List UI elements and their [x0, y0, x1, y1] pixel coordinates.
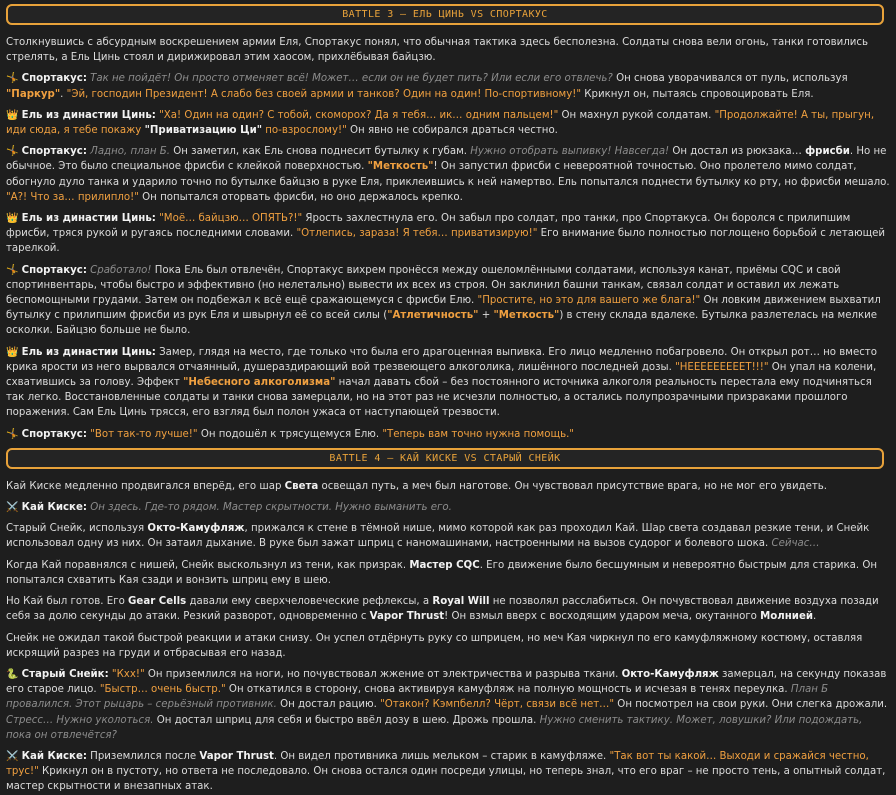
bold-term: Спортакус: — [21, 73, 87, 85]
narration-text: давали ему сверхчеловеческие рефлексы, а — [186, 596, 433, 608]
inner-thought: Так не пойдёт! Он просто отменяет всё! Может… если он не будет пить? Или если его отвлечь? — [90, 73, 613, 85]
bold-term: Спортакус: — [21, 428, 87, 440]
paragraph — [6, 500, 890, 515]
skill-name: "Меткость" — [367, 161, 434, 173]
narration-text: . — [60, 88, 67, 100]
narration-text: Снейк не ожидал такой быстрой реакции и атаки снизу. Он успел отдёрнуть руку со шприцем, но меч Кая чиркнул по его камуфляжному костюму, оставляя искрящий разрез на груди и отбрасывая его назад. — [6, 632, 863, 659]
spoken-line: "Теперь вам точно нужна помощь." — [382, 428, 574, 440]
narration-text: не позволял расслабиться. Он почувствовал движение воздуха позади себя за долю секунды до атаки. Резкий разворот, одновременно с — [6, 596, 879, 623]
paragraph — [6, 263, 890, 339]
spoken-line: "Простите, но это для вашего же блага!" — [477, 295, 701, 307]
narration-text: начал давать сбой – без постоянного источника алкоголя реальность перестала ему подчиняться так легко. Восстановленные солдаты и танки снова замерцали, но на этот раз не исчезли полностью, а остались полупрозрачными призраками прошлого поражения. Сам Ель Цинь трясся, его взгляд был полон ужаса от наступающей трезвости. — [6, 377, 872, 419]
narration-text: . Он видел противника лишь мельком – старик в камуфляже. — [273, 750, 610, 762]
spoken-line: "Отакон? Кэмпбелл? Чёрт, связи всё нет…" — [380, 699, 615, 711]
narration-text: , прижался к стене в тёмной нише, мимо которой как раз проходил Кай. Шар света создавал резкие тени, и Снейк использовал одну из них. Он затаил дыхание. В руке был зажат шприц с наномашинами, настроенными на вызов судорог и болевого шока. — [6, 523, 870, 550]
narration-text: Он заметил, как Ель снова поднесит бутылку к губам. — [170, 146, 471, 158]
paragraph — [6, 521, 890, 551]
bold-term: Royal Will — [432, 596, 490, 608]
paragraph — [6, 479, 890, 494]
bold-term: Vapor Thrust — [199, 750, 274, 762]
narration-text: Он посмотрел на свои руки. Они слегка дрожали. — [614, 699, 888, 711]
inner-thought: Нужно сменить тактику. Может, ловушки? Или подождать, пока он отвлечётся? — [6, 714, 863, 741]
bold-term: Кай Киске: — [21, 502, 87, 514]
bold-term: Ель из династии Цинь: — [21, 109, 156, 121]
skill-name: "Паркур" — [6, 88, 61, 100]
inner-thought: Нужно отобрать выпивку! Навсегда! — [470, 146, 670, 158]
paragraph — [6, 144, 890, 205]
narration-text: Старый Снейк, используя — [6, 523, 148, 535]
narration-text: Он махнул рукой солдатам. — [558, 109, 715, 121]
bold-term: Мастер CQC — [409, 559, 480, 571]
narration-text: Он приземлился на ноги, но почувствовал жжение от электричества и разрыва ткани. — [144, 668, 622, 680]
speaker-icon: 🤸 — [6, 146, 22, 158]
spoken-line: "Ха! Один на один? С тобой, скоморох? Да я тебя… ик… одним пальцем!" — [159, 109, 559, 121]
narration-text: Он попытался оторвать фрисби, но оно держалось крепко. — [138, 191, 463, 203]
narration-text: Но Кай был готов. Его — [6, 596, 129, 608]
paragraph — [6, 108, 890, 138]
bold-term: Окто-Камуфляж — [621, 668, 719, 680]
narration-text: освещал путь, а меч был наготове. Он чувствовал присутствие врага, но не мог его увидеть. — [318, 480, 828, 492]
speaker-icon: 👑 — [6, 109, 22, 121]
inner-thought: Он здесь. Где-то рядом. Мастер скрытности. Нужно выманить его. — [90, 502, 452, 514]
bold-term: Света — [284, 480, 319, 492]
narration-text: Кай Киске медленно продвигался вперёд, его шар — [6, 480, 285, 492]
narration-text: Он подошёл к трясущемуся Елю. — [197, 428, 383, 440]
battle-3-section — [6, 35, 890, 442]
speaker-icon: 👑 — [6, 213, 22, 225]
paragraph — [6, 71, 890, 101]
inner-thought: Сработало! — [90, 264, 152, 276]
skill-name: "Меткость" — [493, 310, 560, 322]
speaker-icon: ⚔️ — [6, 750, 22, 762]
narration-text: Ярость захлестнула его. Он забыл про солдат, про танки, про Спортакуса. Он боролся с прилипшим фрисби, тряся рукой и ругаясь последними словами. — [6, 213, 851, 240]
spoken-line: "Эй, господин Президент! А слабо без своей армии и танков? Один на один! По-спортивному!" — [66, 88, 582, 100]
paragraph — [6, 667, 890, 743]
spoken-line: "Моё… байцзю… ОПЯТЬ?!" — [159, 213, 303, 225]
paragraph — [6, 749, 890, 795]
skill-name: "Небесного алкоголизма" — [183, 377, 336, 389]
paragraph — [6, 35, 890, 65]
narration-text: Пока Ель был отвлечён, Спортакус вихрем пронёсся между ошеломлёнными солдатами, используя канат, приёмы CQC и свой спортинвентарь, чтобы быстро и эффективно (но нелетально) вывести их всех из строя. Он заклинил башни танкам, связал солдат и оставил их лежать беспомощными грудами. Затем он подбежал к всё ещё сражающемуся с фрисби Елю. — [6, 264, 841, 307]
bold-term: Ель из династии Цинь: — [21, 346, 156, 358]
inner-thought: Сейчас… — [771, 538, 820, 550]
bold-term: Gear Cells — [128, 596, 187, 608]
narration-text: Он достал шприц для себя и быстро ввёл дозу в шею. Дрожь прошла. — [153, 714, 540, 726]
bold-term: "Приватизацию Ци" — [144, 125, 263, 137]
narration-text: ! Он взмыл вверх с восходящим ударом меча, окутанного — [444, 611, 761, 623]
inner-thought: Стресс… Нужно уколоться. — [6, 714, 154, 726]
spoken-line: "Вот так-то лучше!" — [90, 428, 198, 440]
narration-text: ) в стену склада вдалеке. Бутылка разлетелась на мелкие осколки. Байцзю больше не было. — [6, 310, 878, 337]
paragraph — [6, 558, 890, 588]
speaker-icon: 🤸 — [6, 264, 22, 276]
battle-4-section — [6, 479, 890, 795]
spoken-line: "А?! Что за… прилипло!" — [6, 191, 139, 203]
bold-term: Кай Киске: — [21, 750, 87, 762]
speaker-icon: 👑 — [6, 346, 22, 358]
paragraph — [6, 631, 890, 661]
narration-text: Он достал из рюкзака… — [669, 146, 806, 158]
bold-term: Старый Снейк: — [21, 668, 109, 680]
narration-text: Он ловким движением выхватил бутылку с прилипшим фрисби из рук Еля и швырнул её со всей силы ( — [6, 295, 881, 322]
bold-term: фрисби — [805, 146, 850, 158]
narration-text: Столкнувшись с абсурдным воскрешением армии Еля, Спортакус понял, что обычная тактика здесь бесполезна. Солдаты снова вели огонь, танки готовились стрелять, а Ель Цинь стоял и дирижировал этим хаосом, прихлёбывая байцзю. — [6, 37, 869, 64]
narration-text: Замер, глядя на место, где только что была его драгоценная выпивка. Его лицо медленно побагровело. Он открыл рот… но вместо крика ярости из него вырвался отчаянный, душераздирающий вой трезвеющего алкоголика, лишённого последней дозы. — [6, 346, 877, 373]
narration-text: ! Он запустил фрисби с невероятной точностью. Оно пролетело мимо солдат, обогнуло дуло танка и ударило точно по бутылке байцзю в руке Еля, приклеившись к ней намертво. Ель попытался поднести бутылку ко рту, но фрисби мешало. — [6, 161, 890, 188]
narration-text: Когда Кай поравнялся с нишей, Снейк выскользнул из тени, как призрак. — [6, 559, 410, 571]
speaker-icon: 🐍 — [6, 668, 22, 680]
inner-thought: План Б провалился. Этот рыцарь – серьёзный противник. — [6, 684, 829, 711]
paragraph — [6, 594, 890, 624]
narration-text: Он снова уворачивался от пуль, используя — [612, 73, 848, 85]
narration-text: замерцал, на секунду показав его старое лицо. — [6, 668, 887, 696]
spoken-line: "Быстр… очень быстр." — [99, 684, 226, 696]
narration-text: Приземлился после — [86, 750, 200, 762]
bold-term: Молнией — [760, 611, 813, 623]
narration-text: Он явно не собирался драться честно. — [346, 125, 558, 137]
narration-text: Он упал на колени, схватившись за голову. Эффект — [6, 361, 877, 389]
skill-name: "Атлетичность" — [387, 310, 479, 322]
speaker-icon: ⚔️ — [6, 502, 22, 514]
spoken-line: "НЕЕЕЕЕЕЕЕЕТ!!!" — [675, 361, 769, 373]
narration-text: Он достал рацию. — [276, 699, 381, 711]
narration-text: Его внимание было полностью поглощено борьбой с летающей тарелкой. — [6, 228, 886, 255]
narration-text: . Но не обычное. Это было специальное фрисби с клейкой поверхностью. — [6, 146, 887, 173]
bold-term: Vapor Thrust — [369, 611, 445, 623]
bold-term: Окто-Камуфляж — [147, 523, 245, 535]
narration-text: Крикнул он, пытаясь спровоцировать Еля. — [581, 88, 814, 100]
bold-term: Спортакус: — [21, 264, 87, 276]
narration-text: Крикнул он в пустоту, но ответа не последовало. Он снова остался один посреди улицы, но теперь знал, что его враг – не просто тень, а опытный солдат, мастер скрытности и внезапных атак. — [6, 766, 886, 793]
paragraph — [6, 345, 890, 421]
bold-term: Ель из династии Цинь: — [21, 213, 156, 225]
spoken-line: "Так вот ты какой… Выходи и сражайся честно, трус!" — [6, 750, 869, 778]
narration-text: Он откатился в сторону, снова активируя камуфляж на полную мощность и исчезая в тенях переулка. — [225, 684, 791, 696]
inner-thought: Ладно, план Б. — [90, 146, 171, 158]
narration-text: + — [478, 310, 494, 322]
paragraph — [6, 211, 890, 257]
narration-text: . — [813, 611, 817, 623]
battle-3-banner: BATTLE 3 – ЕЛЬ ЦИНЬ VS СПОРТАКУС — [6, 4, 884, 25]
spoken-line: "Продолжайте! А ты, прыгун, иди сюда, я тебе покажу — [6, 109, 875, 137]
narration-text: . Его движение было бесшумным и невероятно быстрым для старика. Он попытался схватить Кая сзади и вонзить шприц ему в шею. — [6, 559, 878, 586]
speaker-icon: 🤸 — [6, 428, 22, 440]
spoken-line: по-взрослому!" — [262, 125, 347, 137]
battle-4-banner: BATTLE 4 – КАЙ КИСКЕ VS СТАРЫЙ СНЕЙК — [6, 448, 884, 469]
speaker-icon: 🤸 — [6, 73, 22, 85]
bold-term: Спортакус: — [21, 146, 87, 158]
spoken-line: "Кхх!" — [111, 668, 145, 680]
spoken-line: "Отлепись, зараза! Я тебя… приватизирую!" — [296, 228, 538, 240]
paragraph — [6, 427, 890, 442]
